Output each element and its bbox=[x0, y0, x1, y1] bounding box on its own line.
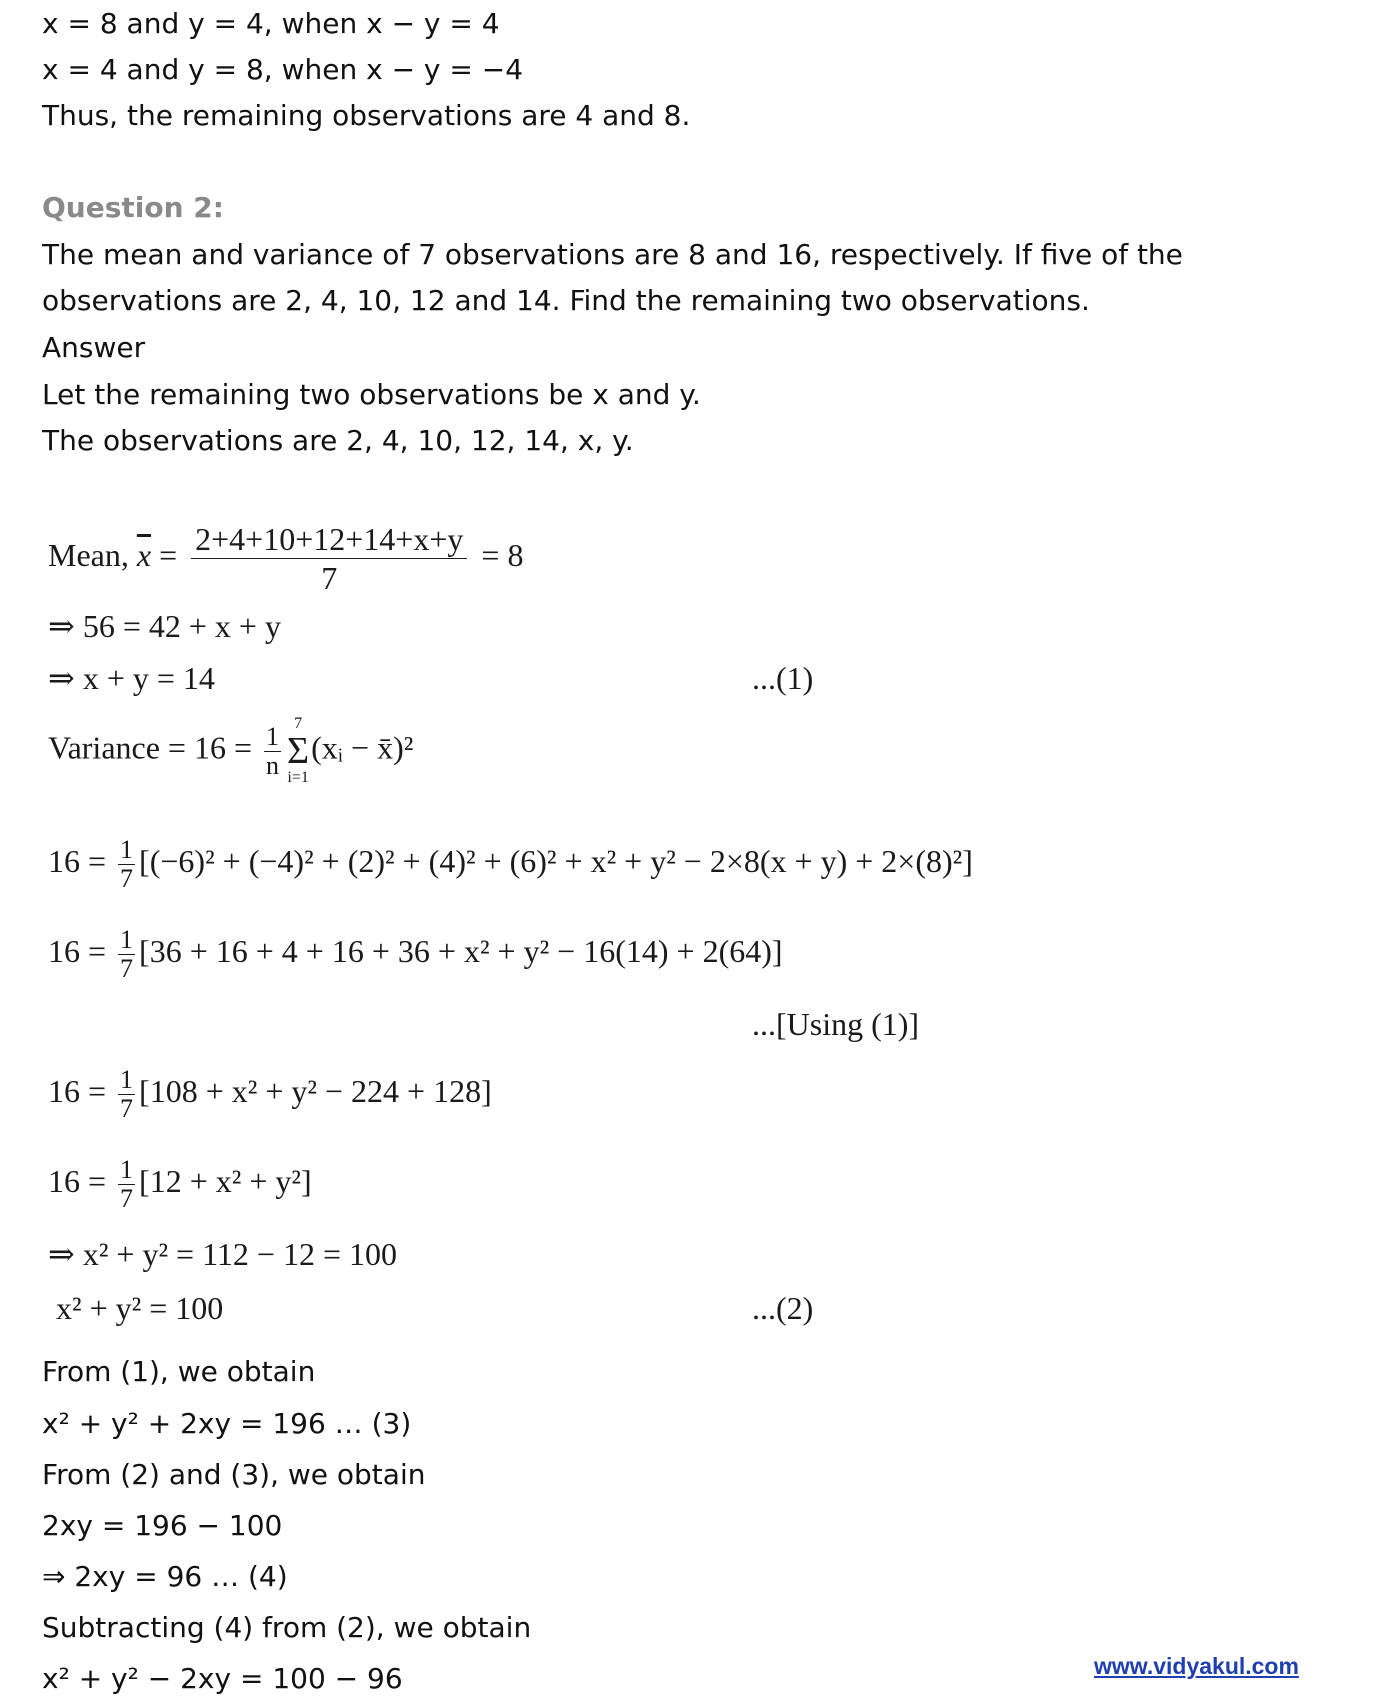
answer-line-let: Let the remaining two observations be x and y. bbox=[42, 378, 701, 411]
line-2xy-196-100: 2xy = 196 − 100 bbox=[42, 1509, 283, 1542]
fraction-one: 1 bbox=[120, 1065, 134, 1094]
answer-label: Answer bbox=[42, 331, 146, 364]
equation-100: x² + y² = 100 bbox=[56, 1290, 224, 1326]
one-seventh bbox=[118, 926, 135, 983]
mean-fraction bbox=[191, 520, 467, 597]
lhs-16: 16 = bbox=[48, 1162, 107, 1199]
variance-sum-term: (xᵢ − x̄)² bbox=[311, 729, 414, 766]
fraction-one: 1 bbox=[266, 721, 280, 751]
line-remaining-observations: Thus, the remaining observations are 4 and 8. bbox=[42, 99, 691, 132]
variance-step-2 bbox=[48, 926, 783, 983]
variance-step-4 bbox=[48, 1156, 312, 1213]
lhs-16: 16 = bbox=[48, 1072, 107, 1109]
website-link[interactable]: www.vidyakul.com bbox=[1094, 1653, 1299, 1679]
mean-denominator: 7 bbox=[321, 560, 338, 596]
variance-step-1-body: [(−6)² + (−4)² + (2)² + (4)² + (6)² + x² + y² − 2×8(x + y) + 2×(8)²] bbox=[139, 842, 973, 879]
one-seventh bbox=[118, 836, 135, 893]
mean-numerator: 2+4+10+12+14+x+y bbox=[191, 520, 467, 559]
lhs-16: 16 = bbox=[48, 842, 107, 879]
question-text-line-1: The mean and variance of 7 observations are 8 and 16, respectively. If five of the bbox=[42, 238, 1183, 271]
equation-x-plus-y: ⇒ x + y = 14 bbox=[48, 660, 215, 696]
tag-using-1: ...[Using (1)] bbox=[752, 1006, 920, 1042]
line-x8-y4: x = 8 and y = 4, when x − y = 4 bbox=[42, 7, 500, 40]
lhs-16: 16 = bbox=[48, 932, 107, 969]
one-over-n bbox=[264, 723, 281, 780]
variance-formula bbox=[48, 716, 413, 786]
line-x4-y8: x = 4 and y = 8, when x − y = −4 bbox=[42, 53, 524, 86]
sigma-upper-limit: 7 bbox=[294, 715, 303, 732]
tag-equation-2: ...(2) bbox=[752, 1290, 814, 1326]
line-equation-3: x² + y² + 2xy = 196 … (3) bbox=[42, 1407, 412, 1440]
question-heading: Question 2: bbox=[42, 191, 224, 224]
variance-step-1 bbox=[48, 836, 973, 893]
line-from-2-and-3: From (2) and (3), we obtain bbox=[42, 1458, 426, 1491]
variance-step-3-body: [108 + x² + y² − 224 + 128] bbox=[139, 1072, 492, 1109]
mean-equation: Mean, $\overline{x}$ = $\frac{2+4+10+12+14+x+y}{7}$ = 8 bbox=[48, 521, 524, 596]
variance-step-3 bbox=[48, 1066, 492, 1123]
variance-step-4-body: [12 + x² + y²] bbox=[139, 1162, 312, 1199]
fraction-seven: 7 bbox=[120, 1184, 134, 1213]
answer-line-observations: The observations are 2, 4, 10, 12, 14, x, y. bbox=[42, 424, 634, 457]
one-seventh bbox=[118, 1156, 135, 1213]
equation-56: ⇒ 56 = 42 + x + y bbox=[48, 608, 281, 644]
fraction-one: 1 bbox=[120, 925, 134, 954]
one-seventh bbox=[118, 1066, 135, 1123]
sigma-lower-limit: i=1 bbox=[287, 769, 309, 786]
fraction-n: n bbox=[266, 750, 280, 780]
fraction-seven: 7 bbox=[120, 864, 134, 893]
sigma-symbol: 7 Σ i=1 bbox=[287, 715, 310, 786]
variance-step-2-body: [36 + 16 + 4 + 16 + 36 + x² + y² − 16(14) + 2(64)] bbox=[139, 932, 783, 969]
equation-112: ⇒ x² + y² = 112 − 12 = 100 bbox=[48, 1236, 397, 1272]
fraction-seven: 7 bbox=[120, 1094, 134, 1123]
fraction-one: 1 bbox=[120, 835, 134, 864]
line-equation-final: x² + y² − 2xy = 100 − 96 bbox=[42, 1662, 403, 1695]
line-from-1: From (1), we obtain bbox=[42, 1355, 316, 1388]
fraction-one: 1 bbox=[120, 1155, 134, 1184]
question-text-line-2: observations are 2, 4, 10, 12 and 14. Find the remaining two observations. bbox=[42, 284, 1090, 317]
line-subtracting: Subtracting (4) from (2), we obtain bbox=[42, 1611, 532, 1644]
fraction-seven: 7 bbox=[120, 954, 134, 983]
tag-equation-1: ...(1) bbox=[752, 660, 814, 696]
variance-label: Variance = 16 = bbox=[48, 729, 253, 766]
mean-result: = 8 bbox=[481, 536, 524, 573]
mean-label: Mean, bbox=[48, 536, 137, 573]
line-2xy-96: ⇒ 2xy = 96 … (4) bbox=[42, 1560, 288, 1593]
